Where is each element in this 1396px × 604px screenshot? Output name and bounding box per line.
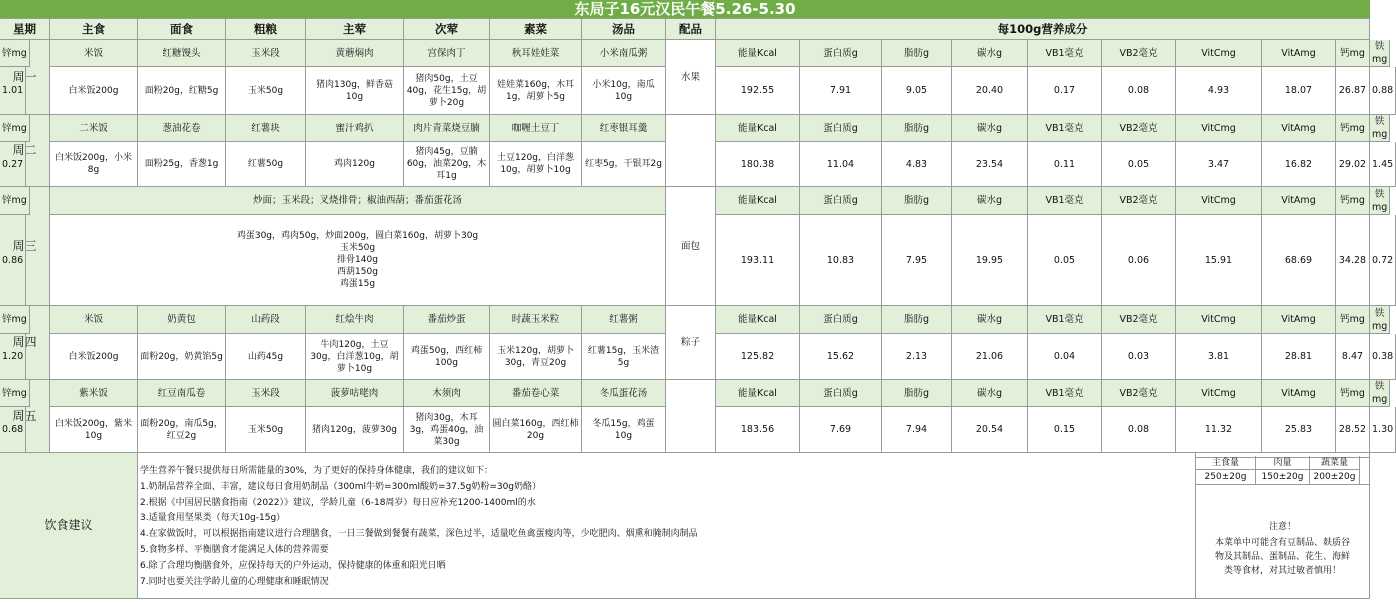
- dish-name-cell[interactable]: 冬瓜蛋花汤: [582, 380, 666, 407]
- dish-ingredients-cell[interactable]: 面粉25g，香葱1g: [138, 142, 226, 187]
- dish-ingredients-cell[interactable]: 白米饭200g，紫米10g: [50, 407, 138, 453]
- allergy-notice-line: 类等食材，对其过敏者慎用！: [1223, 565, 1341, 576]
- dish-name-cell[interactable]: 菠萝咕咾肉: [306, 380, 404, 407]
- dish-ingredients-cell[interactable]: 鸡蛋50g，西红柿100g: [404, 334, 490, 380]
- weekday-cell[interactable]: 周三: [0, 187, 50, 306]
- nutrient-label-cell[interactable]: 能量Kcal: [716, 187, 800, 215]
- extra-item-cell[interactable]: 面包: [666, 187, 716, 306]
- advice-line: 5.食物多样、平衡膳食才能满足人体的营养需要: [140, 544, 329, 555]
- nutrient-label-cell[interactable]: VitAmg: [1262, 380, 1336, 407]
- column-header-main[interactable]: 主食: [50, 19, 138, 40]
- nutrient-value-cell[interactable]: 11.04: [800, 142, 882, 187]
- nutrient-value-cell[interactable]: 21.06: [952, 334, 1028, 380]
- nutrient-value-cell[interactable]: 20.40: [952, 67, 1028, 115]
- nutrient-value-cell[interactable]: 18.07: [1262, 67, 1336, 115]
- nutrient-label-cell[interactable]: 蛋白质g: [800, 187, 882, 215]
- dish-ingredients-cell[interactable]: 玉米120g，胡萝卜30g，青豆20g: [490, 334, 582, 380]
- nutrient-value-cell[interactable]: 4.83: [882, 142, 952, 187]
- nutrient-value-cell[interactable]: 28.81: [1262, 334, 1336, 380]
- nutrient-label-cell[interactable]: 蛋白质g: [800, 380, 882, 407]
- nutrient-label-cell[interactable]: 脂肪g: [882, 187, 952, 215]
- weekday-cell[interactable]: 周四: [0, 306, 50, 380]
- column-header-extra[interactable]: 配品: [666, 19, 716, 40]
- menu-title: 东局子16元汉民午餐5.26-5.30: [0, 0, 1370, 19]
- nutrient-value-cell[interactable]: 0.17: [1028, 67, 1102, 115]
- nutrient-value-cell[interactable]: 0.08: [1102, 67, 1176, 115]
- nutrient-value-cell[interactable]: 20.54: [952, 407, 1028, 453]
- nutrient-label-cell[interactable]: VitCmg: [1176, 380, 1262, 407]
- column-header-sub-meat[interactable]: 次荤: [404, 19, 490, 40]
- nutrient-value-cell[interactable]: 8.47: [1336, 334, 1370, 380]
- dish-name-cell[interactable]: 红薯粥: [582, 306, 666, 334]
- nutrient-label-cell[interactable]: VitCmg: [1176, 115, 1262, 142]
- dish-ingredients-cell[interactable]: 猪肉45g，豆腩60g，油菜20g，木耳1g: [404, 142, 490, 187]
- dish-ingredients-cell[interactable]: 红枣5g，干银耳2g: [582, 142, 666, 187]
- dish-name-cell[interactable]: 蜜汁鸡扒: [306, 115, 404, 142]
- dish-ingredients-cell[interactable]: 冬瓜15g，鸡蛋10g: [582, 407, 666, 453]
- nutrient-label-cell[interactable]: VitAmg: [1262, 187, 1336, 215]
- nutrient-label-cell[interactable]: VitAmg: [1262, 306, 1336, 334]
- nutrient-value-cell[interactable]: 0.04: [1028, 334, 1102, 380]
- nutrient-label-cell[interactable]: 钙mg: [1336, 40, 1370, 67]
- column-header-pasta[interactable]: 面食: [138, 19, 226, 40]
- nutrient-label-cell[interactable]: 蛋白质g: [800, 115, 882, 142]
- nutrient-value-cell[interactable]: 0.72: [1370, 215, 1396, 306]
- column-header-meat[interactable]: 主荤: [306, 19, 404, 40]
- nutrient-value-cell[interactable]: 10.83: [800, 215, 882, 306]
- extra-item-cell[interactable]: [666, 380, 716, 453]
- dish-name-cell[interactable]: 紫米饭: [50, 380, 138, 407]
- nutrient-label-cell[interactable]: 铁mg: [1370, 187, 1390, 215]
- nutrient-label-cell[interactable]: VB2毫克: [1102, 380, 1176, 407]
- nutrient-value-cell[interactable]: 9.05: [882, 67, 952, 115]
- nutrient-value-cell[interactable]: 0.15: [1028, 407, 1102, 453]
- nutrient-value-cell[interactable]: 0.03: [1102, 334, 1176, 380]
- nutrient-label-cell[interactable]: 碳水g: [952, 115, 1028, 142]
- nutrient-value-cell[interactable]: 15.62: [800, 334, 882, 380]
- dish-name-cell[interactable]: 小米南瓜粥: [582, 40, 666, 67]
- ingredient-line: 玉米50g: [339, 243, 376, 253]
- nutrient-value-cell[interactable]: 180.38: [716, 142, 800, 187]
- column-header-weekday[interactable]: 星期: [0, 19, 50, 40]
- nutrient-value-cell[interactable]: 3.47: [1176, 142, 1262, 187]
- advice-label[interactable]: 饮食建议: [0, 453, 138, 599]
- combined-ingredients-cell[interactable]: [50, 215, 666, 306]
- nutrient-value-cell[interactable]: 23.54: [952, 142, 1028, 187]
- nutrient-label-cell[interactable]: VitAmg: [1262, 40, 1336, 67]
- advice-text[interactable]: [138, 453, 1196, 599]
- nutrient-label-cell[interactable]: 锌mg: [0, 115, 30, 142]
- nutrient-value-cell[interactable]: 28.52: [1336, 407, 1370, 453]
- dish-ingredients-cell[interactable]: 猪肉120g，菠萝30g: [306, 407, 404, 453]
- ingredient-line: 鸡蛋15g: [339, 279, 376, 289]
- dish-ingredients-cell[interactable]: 面粉20g，南瓜5g，红豆2g: [138, 407, 226, 453]
- nutrient-label-cell[interactable]: 蛋白质g: [800, 40, 882, 67]
- nutrient-label-cell[interactable]: 碳水g: [952, 187, 1028, 215]
- allergy-notice-line: 本菜单中可能含有豆制品、麸质谷: [1214, 537, 1350, 548]
- nutrient-value-cell[interactable]: 0.88: [1370, 67, 1396, 115]
- nutrient-value-cell[interactable]: 4.93: [1176, 67, 1262, 115]
- nutrient-value-cell[interactable]: 125.82: [716, 334, 800, 380]
- portion-header-cell[interactable]: 蔬菜量: [1310, 456, 1360, 470]
- nutrient-label-cell[interactable]: 钙mg: [1336, 187, 1370, 215]
- dish-name-cell[interactable]: 山药段: [226, 306, 306, 334]
- nutrient-label-cell[interactable]: VB2毫克: [1102, 40, 1176, 67]
- nutrient-label-cell[interactable]: 锌mg: [0, 40, 30, 67]
- nutrient-value-cell[interactable]: 1.30: [1370, 407, 1396, 453]
- ingredient-line: 西葫150g: [337, 267, 378, 277]
- portion-edge: [1360, 456, 1370, 485]
- dish-name-cell[interactable]: 秋耳娃娃菜: [490, 40, 582, 67]
- nutrient-label-cell[interactable]: VB1毫克: [1028, 306, 1102, 334]
- column-header-soup[interactable]: 汤品: [582, 19, 666, 40]
- nutrient-value-cell[interactable]: 0.05: [1028, 215, 1102, 306]
- nutrient-value-cell[interactable]: 0.08: [1102, 407, 1176, 453]
- dish-ingredients-cell[interactable]: 山药45g: [226, 334, 306, 380]
- portion-value-cell[interactable]: 200±20g: [1310, 470, 1360, 485]
- allergy-notice-title: 注意！: [1268, 521, 1296, 532]
- nutrient-label-cell[interactable]: VitCmg: [1176, 306, 1262, 334]
- portion-header-cell[interactable]: 主食量: [1196, 456, 1256, 470]
- nutrient-label-cell[interactable]: 钙mg: [1336, 115, 1370, 142]
- dish-ingredients-cell[interactable]: 猪肉30g，木耳3g，鸡蛋40g，油菜30g: [404, 407, 490, 453]
- nutrient-value-cell[interactable]: 1.01: [0, 67, 26, 115]
- column-header-veg[interactable]: 素菜: [490, 19, 582, 40]
- nutrient-value-cell[interactable]: 193.11: [716, 215, 800, 306]
- nutrient-value-cell[interactable]: 34.28: [1336, 215, 1370, 306]
- nutrient-label-cell[interactable]: VitAmg: [1262, 115, 1336, 142]
- dish-name-cell[interactable]: 二米饭: [50, 115, 138, 142]
- dish-name-cell[interactable]: 红枣银耳羹: [582, 115, 666, 142]
- weekday-cell[interactable]: 周一: [0, 40, 50, 115]
- nutrient-label-cell[interactable]: 钙mg: [1336, 306, 1370, 334]
- extra-item-cell[interactable]: [666, 115, 716, 187]
- dish-ingredients-cell[interactable]: 红薯15g，玉米渣5g: [582, 334, 666, 380]
- weekday-cell[interactable]: 周五: [0, 380, 50, 453]
- dish-name-cell[interactable]: 番茄炒蛋: [404, 306, 490, 334]
- nutrient-label-cell[interactable]: VB1毫克: [1028, 187, 1102, 215]
- dish-name-cell[interactable]: 黄蘑焖肉: [306, 40, 404, 67]
- extra-item-cell[interactable]: 水果: [666, 40, 716, 115]
- nutrient-value-cell[interactable]: 0.27: [0, 142, 26, 187]
- dish-ingredients-cell[interactable]: 面粉20g，红糖5g: [138, 67, 226, 115]
- dish-ingredients-cell[interactable]: 白米饭200g: [50, 334, 138, 380]
- nutrient-value-cell[interactable]: 26.87: [1336, 67, 1370, 115]
- nutrient-label-cell[interactable]: VitCmg: [1176, 40, 1262, 67]
- nutrient-label-cell[interactable]: 锌mg: [0, 380, 30, 407]
- dish-name-cell[interactable]: 葱油花卷: [138, 115, 226, 142]
- nutrient-label-cell[interactable]: VB1毫克: [1028, 115, 1102, 142]
- nutrient-label-cell[interactable]: 脂肪g: [882, 40, 952, 67]
- dish-name-cell[interactable]: 肉片青菜烧豆腩: [404, 115, 490, 142]
- dish-ingredients-cell[interactable]: 面粉20g，奶黄馅5g: [138, 334, 226, 380]
- advice-line: 4.在家做饭时，可以根据指南建议进行合理膳食，一日三餐做到餐餐有蔬菜，深色过半，适量吃鱼禽蛋瘦肉等，少吃肥肉、烟熏和腌制肉制品: [140, 529, 698, 540]
- portion-value-cell[interactable]: 150±20g: [1256, 470, 1310, 485]
- nutrient-label-cell[interactable]: VB1毫克: [1028, 40, 1102, 67]
- extra-item-cell[interactable]: 粽子: [666, 306, 716, 380]
- nutrient-value-cell[interactable]: 7.69: [800, 407, 882, 453]
- dish-ingredients-cell[interactable]: 玉米50g: [226, 407, 306, 453]
- nutrient-value-cell[interactable]: 192.55: [716, 67, 800, 115]
- column-header-nutrition[interactable]: 每100g营养成分: [716, 19, 1370, 40]
- nutrient-label-cell[interactable]: 碳水g: [952, 306, 1028, 334]
- nutrient-value-cell[interactable]: 15.91: [1176, 215, 1262, 306]
- nutrient-label-cell[interactable]: 碳水g: [952, 40, 1028, 67]
- nutrient-value-cell[interactable]: 0.68: [0, 407, 26, 453]
- nutrient-value-cell[interactable]: 16.82: [1262, 142, 1336, 187]
- dish-name-cell[interactable]: 玉米段: [226, 380, 306, 407]
- dish-name-cell[interactable]: 奶黄包: [138, 306, 226, 334]
- nutrient-value-cell[interactable]: 7.94: [882, 407, 952, 453]
- dish-name-cell[interactable]: 米饭: [50, 40, 138, 67]
- dish-ingredients-cell[interactable]: 娃娃菜160g，木耳1g，胡萝卜5g: [490, 67, 582, 115]
- advice-line: 6.除了合理均衡膳食外，应保持每天的户外运动，保持健康的体重和阳光日晒: [140, 560, 446, 571]
- dish-name-cell[interactable]: 玉米段: [226, 40, 306, 67]
- nutrient-label-cell[interactable]: VitCmg: [1176, 187, 1262, 215]
- nutrient-value-cell[interactable]: 0.06: [1102, 215, 1176, 306]
- nutrient-label-cell[interactable]: 铁mg: [1370, 380, 1390, 407]
- dish-name-cell[interactable]: 时蔬玉米粒: [490, 306, 582, 334]
- advice-line: 3.适量食用坚果类（每天10g-15g）: [140, 513, 286, 524]
- nutrient-value-cell[interactable]: 183.56: [716, 407, 800, 453]
- ingredient-line: 鸡蛋30g，鸡肉50g，炒面200g，圆白菜160g，胡萝卜30g: [236, 231, 479, 241]
- dish-name-cell[interactable]: 宫保肉丁: [404, 40, 490, 67]
- dish-name-cell[interactable]: 番茄卷心菜: [490, 380, 582, 407]
- nutrient-value-cell[interactable]: 0.11: [1028, 142, 1102, 187]
- nutrient-label-cell[interactable]: 钙mg: [1336, 380, 1370, 407]
- dish-ingredients-cell[interactable]: 牛肉120g，土豆30g，白洋葱10g，胡萝卜10g: [306, 334, 404, 380]
- nutrient-value-cell[interactable]: 3.81: [1176, 334, 1262, 380]
- dish-ingredients-cell[interactable]: 土豆120g，白洋葱10g，胡萝卜10g: [490, 142, 582, 187]
- dish-name-cell[interactable]: 木须肉: [404, 380, 490, 407]
- combined-menu-cell[interactable]: 炒面；玉米段；叉烧排骨；椒油西葫；番茄蛋花汤: [50, 187, 666, 215]
- dish-ingredients-cell[interactable]: 圆白菜160g，西红柿20g: [490, 407, 582, 453]
- nutrient-label-cell[interactable]: 能量Kcal: [716, 115, 800, 142]
- nutrient-value-cell[interactable]: 68.69: [1262, 215, 1336, 306]
- nutrient-value-cell[interactable]: 25.83: [1262, 407, 1336, 453]
- nutrient-label-cell[interactable]: 锌mg: [0, 187, 30, 215]
- nutrient-label-cell[interactable]: 脂肪g: [882, 380, 952, 407]
- nutrient-value-cell[interactable]: 11.32: [1176, 407, 1262, 453]
- nutrient-value-cell[interactable]: 2.13: [882, 334, 952, 380]
- dish-ingredients-cell[interactable]: 猪肉130g，鲜香菇10g: [306, 67, 404, 115]
- dish-ingredients-cell[interactable]: 鸡肉120g: [306, 142, 404, 187]
- portion-value-cell[interactable]: 250±20g: [1196, 470, 1256, 485]
- dish-ingredients-cell[interactable]: 白米饭200g，小米8g: [50, 142, 138, 187]
- allergy-notice-line: 物及其制品、蛋制品、花生、海鲜: [1214, 551, 1350, 562]
- nutrient-label-cell[interactable]: 锌mg: [0, 306, 30, 334]
- nutrient-value-cell[interactable]: 1.45: [1370, 142, 1396, 187]
- nutrient-label-cell[interactable]: 能量Kcal: [716, 306, 800, 334]
- nutrient-label-cell[interactable]: 蛋白质g: [800, 306, 882, 334]
- allergy-notice[interactable]: [1196, 485, 1370, 599]
- nutrient-label-cell[interactable]: 铁mg: [1370, 40, 1390, 67]
- dish-ingredients-cell[interactable]: 玉米50g: [226, 67, 306, 115]
- nutrient-label-cell[interactable]: 能量Kcal: [716, 40, 800, 67]
- dish-name-cell[interactable]: 红烩牛肉: [306, 306, 404, 334]
- dish-name-cell[interactable]: 红薯块: [226, 115, 306, 142]
- nutrient-label-cell[interactable]: 铁mg: [1370, 306, 1390, 334]
- nutrient-label-cell[interactable]: 脂肪g: [882, 115, 952, 142]
- advice-line: 1.奶制品营养全面、丰富，建议每日食用奶制品（300ml牛奶=300ml酸奶=37.5g奶粉=30g奶酪）: [140, 481, 542, 492]
- advice-line: 7.同时也要关注学龄儿童的心理健康和睡眠情况: [140, 576, 329, 587]
- dish-ingredients-cell[interactable]: 猪肉50g，土豆40g，花生15g，胡萝卜20g: [404, 67, 490, 115]
- advice-line: 2.根据《中国居民膳食指南（2022）》建议，学龄儿童（6-18周岁）每日应补充1200-1400ml的水: [140, 497, 536, 508]
- nutrient-value-cell[interactable]: 29.02: [1336, 142, 1370, 187]
- dish-ingredients-cell[interactable]: 小米10g，南瓜10g: [582, 67, 666, 115]
- nutrient-label-cell[interactable]: 能量Kcal: [716, 380, 800, 407]
- nutrient-label-cell[interactable]: VB2毫克: [1102, 115, 1176, 142]
- nutrient-value-cell[interactable]: 19.95: [952, 215, 1028, 306]
- nutrient-value-cell[interactable]: 0.38: [1370, 334, 1396, 380]
- nutrient-label-cell[interactable]: 脂肪g: [882, 306, 952, 334]
- dish-ingredients-cell[interactable]: 白米饭200g: [50, 67, 138, 115]
- dish-name-cell[interactable]: 红豆南瓜卷: [138, 380, 226, 407]
- nutrient-label-cell[interactable]: 铁mg: [1370, 115, 1390, 142]
- nutrient-label-cell[interactable]: 碳水g: [952, 380, 1028, 407]
- dish-name-cell[interactable]: 米饭: [50, 306, 138, 334]
- dish-ingredients-cell[interactable]: 红薯50g: [226, 142, 306, 187]
- nutrient-label-cell[interactable]: VB2毫克: [1102, 187, 1176, 215]
- nutrient-value-cell[interactable]: 0.86: [0, 215, 26, 306]
- dish-name-cell[interactable]: 红糖馒头: [138, 40, 226, 67]
- column-header-coarse[interactable]: 粗粮: [226, 19, 306, 40]
- nutrient-value-cell[interactable]: 7.95: [882, 215, 952, 306]
- advice-line: 学生营养午餐只提供每日所需能量的30%，为了更好的保持身体健康，我们的建议如下：: [140, 466, 494, 476]
- dish-name-cell[interactable]: 咖喱土豆丁: [490, 115, 582, 142]
- weekday-cell[interactable]: 周二: [0, 115, 50, 187]
- nutrient-label-cell[interactable]: VB1毫克: [1028, 380, 1102, 407]
- portion-header-cell[interactable]: 肉量: [1256, 456, 1310, 470]
- ingredient-line: 排骨140g: [337, 255, 378, 265]
- nutrient-value-cell[interactable]: 0.05: [1102, 142, 1176, 187]
- nutrient-label-cell[interactable]: VB2毫克: [1102, 306, 1176, 334]
- nutrient-value-cell[interactable]: 7.91: [800, 67, 882, 115]
- nutrient-value-cell[interactable]: 1.20: [0, 334, 26, 380]
